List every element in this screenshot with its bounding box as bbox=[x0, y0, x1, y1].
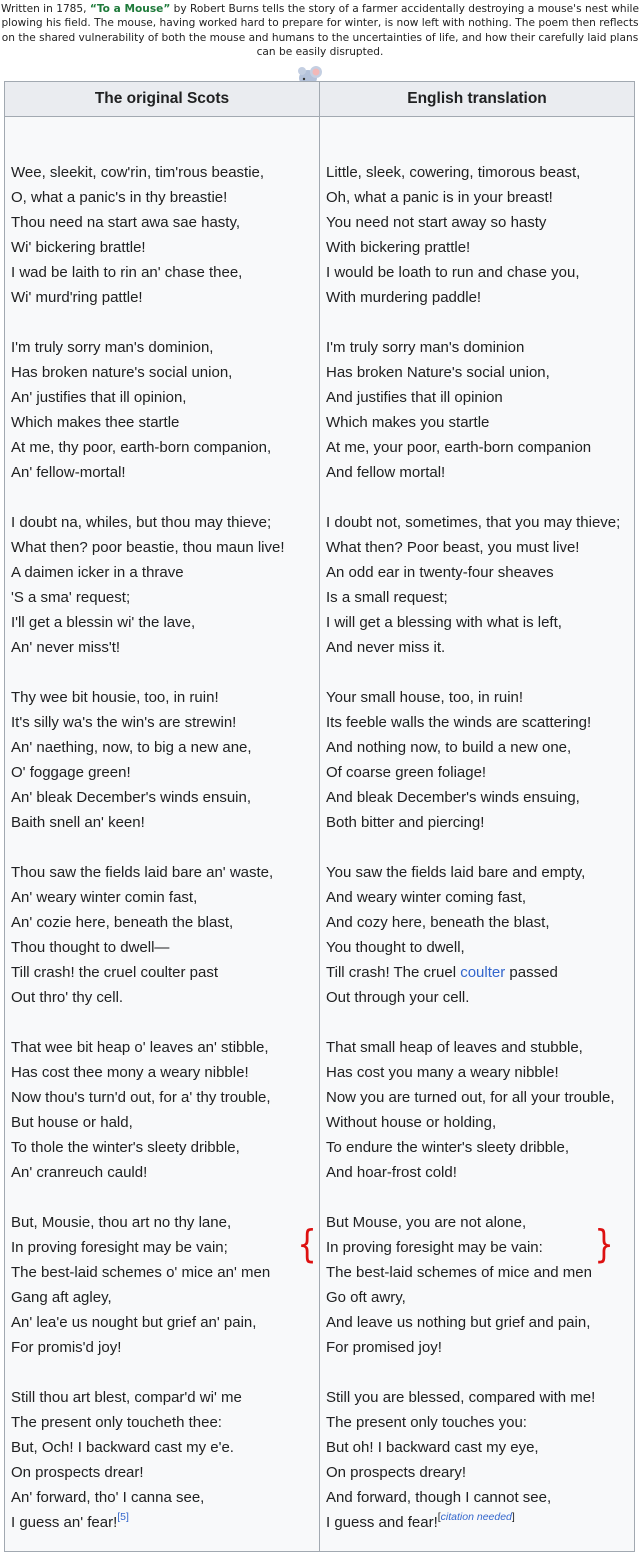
verse-text: I wad be laith to rin an' chase thee, bbox=[11, 264, 243, 281]
verse-text: The best-laid schemes o' mice an' men bbox=[11, 1264, 271, 1281]
verse-text: I will get a blessing with what is left, bbox=[326, 614, 562, 631]
verse-text: Still thou art blest, compar'd wi' me bbox=[11, 1389, 242, 1406]
verse-text: Thou saw the fields laid bare an' waste, bbox=[11, 864, 274, 881]
scots-stanza bbox=[11, 1385, 319, 1535]
verse-line bbox=[11, 385, 319, 410]
verse-text: An' cozie here, beneath the blast, bbox=[11, 914, 234, 931]
verse-line bbox=[11, 735, 319, 760]
verse-line bbox=[11, 1285, 319, 1310]
verse-line bbox=[326, 1110, 634, 1135]
verse-text: Has broken Nature's social union, bbox=[326, 364, 550, 381]
verse-text: And never miss it. bbox=[326, 639, 446, 656]
intro-post: by Robert Burns tells the story of a farmer accidentally destroying a mouse's nest while plowing his field. The mouse, having worked hard to prepare for winter, is now left with nothing. The poem then reflects on the shared vulnerability of both the mouse and humans to the uncertainties of life, and how their carefully laid plans can be easily disrupted. bbox=[1, 3, 640, 58]
verse-text: And bleak December's winds ensuing, bbox=[326, 789, 580, 806]
verse-line bbox=[326, 410, 634, 435]
verse-text: You saw the fields laid bare and empty, bbox=[326, 864, 586, 881]
verse-line bbox=[11, 785, 319, 810]
verse-text: For promised joy! bbox=[326, 1339, 442, 1356]
intro-paragraph bbox=[0, 2, 640, 59]
verse-text: At me, thy poor, earth-born companion, bbox=[11, 439, 272, 456]
verse-text: With murdering paddle! bbox=[326, 289, 482, 306]
verse-text: Which makes thee startle bbox=[11, 414, 180, 431]
poem-title: “To a Mouse” bbox=[89, 3, 171, 15]
verse-line bbox=[11, 435, 319, 460]
english-stanza bbox=[326, 685, 634, 835]
verse-line bbox=[11, 1510, 319, 1535]
verse-line bbox=[11, 1310, 319, 1335]
verse-text: I guess and fear! bbox=[326, 1514, 438, 1531]
verse-line bbox=[326, 1485, 634, 1510]
verse-line bbox=[326, 1385, 634, 1410]
coulter-link[interactable]: coulter bbox=[460, 964, 506, 981]
verse-text: Its feeble walls the winds are scattering! bbox=[326, 714, 592, 731]
verse-text: An' weary winter comin fast, bbox=[11, 889, 198, 906]
bracket-close: ] bbox=[511, 1511, 515, 1523]
verse-line bbox=[11, 1035, 319, 1060]
verse-text: At me, your poor, earth-born companion bbox=[326, 439, 592, 456]
english-stanza bbox=[326, 510, 634, 660]
english-column bbox=[320, 117, 635, 1552]
verse-text: I doubt na, whiles, but thou may thieve; bbox=[11, 514, 272, 531]
verse-text: And weary winter coming fast, bbox=[326, 889, 527, 906]
verse-line bbox=[326, 685, 634, 710]
verse-line bbox=[326, 1335, 634, 1360]
verse-text: An' never miss't! bbox=[11, 639, 121, 656]
verse-text: An' forward, tho' I canna see, bbox=[11, 1489, 205, 1506]
verse-line bbox=[11, 335, 319, 360]
verse-line bbox=[326, 385, 634, 410]
verse-line bbox=[326, 510, 634, 535]
verse-text: I would be loath to run and chase you, bbox=[326, 264, 580, 281]
verse-text: And leave us nothing but grief and pain, bbox=[326, 1314, 591, 1331]
verse-text: A daimen icker in a thrave bbox=[11, 564, 184, 581]
verse-text: Which makes you startle bbox=[326, 414, 490, 431]
verse-text: An' cranreuch cauld! bbox=[11, 1164, 148, 1181]
verse-text: Little, sleek, cowering, timorous beast, bbox=[326, 164, 581, 181]
verse-text: An' lea'e us nought but grief an' pain, bbox=[11, 1314, 257, 1331]
english-stanza bbox=[326, 160, 634, 310]
verse-text: That small heap of leaves and stubble, bbox=[326, 1039, 583, 1056]
verse-text: Of coarse green foliage! bbox=[326, 764, 487, 781]
verse-text: An' justifies that ill opinion, bbox=[11, 389, 187, 406]
verse-line bbox=[326, 535, 634, 560]
verse-line bbox=[326, 335, 634, 360]
verse-line bbox=[11, 810, 319, 835]
verse-text: And forward, though I cannot see, bbox=[326, 1489, 552, 1506]
verse-text: It's silly wa's the win's are strewin! bbox=[11, 714, 237, 731]
verse-line bbox=[11, 960, 319, 985]
verse-text: Till crash! The cruel bbox=[326, 964, 461, 981]
header-english-translation: English translation bbox=[320, 82, 635, 117]
verse-text: Has cost thee mony a weary nibble! bbox=[11, 1064, 249, 1081]
verse-line bbox=[326, 560, 634, 585]
citation-needed-link[interactable]: citation needed bbox=[440, 1511, 512, 1523]
verse-text: You thought to dwell, bbox=[326, 939, 465, 956]
verse-line bbox=[326, 735, 634, 760]
verse-line bbox=[326, 585, 634, 610]
verse-line bbox=[326, 1035, 634, 1060]
verse-text: In proving foresight may be vain: bbox=[326, 1239, 543, 1256]
verse-line bbox=[326, 710, 634, 735]
verse-line bbox=[326, 160, 634, 185]
verse-text: Has cost you many a weary nibble! bbox=[326, 1064, 559, 1081]
verse-text: Thy wee bit housie, too, in ruin! bbox=[11, 689, 219, 706]
citation-needed bbox=[438, 1511, 515, 1523]
verse-line bbox=[326, 1310, 634, 1335]
verse-text: Oh, what a panic is in your breast! bbox=[326, 189, 553, 206]
verse-line bbox=[11, 1110, 319, 1135]
verse-text: Is a small request; bbox=[326, 589, 448, 606]
verse-line bbox=[11, 635, 319, 660]
verse-text: But, Och! I backward cast my e'e. bbox=[11, 1439, 234, 1456]
verse-text: What then? poor beastie, thou maun live! bbox=[11, 539, 285, 556]
verse-line bbox=[11, 1460, 319, 1485]
verse-text: Gang aft agley, bbox=[11, 1289, 112, 1306]
verse-text: But, Mousie, thou art no thy lane, bbox=[11, 1214, 232, 1231]
verse-text: What then? Poor beast, you must live! bbox=[326, 539, 580, 556]
verse-line bbox=[326, 810, 634, 835]
verse-text: To endure the winter's sleety dribble, bbox=[326, 1139, 569, 1156]
verse-text: I guess an' fear! bbox=[11, 1514, 118, 1531]
verse-line bbox=[11, 1085, 319, 1110]
verse-text: And hoar-frost cold! bbox=[326, 1164, 457, 1181]
verse-line bbox=[11, 460, 319, 485]
verse-text: To thole the winter's sleety dribble, bbox=[11, 1139, 240, 1156]
verse-line bbox=[326, 360, 634, 385]
english-stanza bbox=[326, 1035, 634, 1185]
verse-line bbox=[326, 985, 634, 1010]
verse-text: I doubt not, sometimes, that you may thieve; bbox=[326, 514, 621, 531]
verse-text: That wee bit heap o' leaves an' stibble, bbox=[11, 1039, 269, 1056]
verse-line bbox=[326, 1060, 634, 1085]
verse-line bbox=[326, 1410, 634, 1435]
verse-text: I'm truly sorry man's dominion, bbox=[11, 339, 214, 356]
right-brace-highlight: } bbox=[594, 1222, 614, 1266]
verse-line bbox=[326, 285, 634, 310]
verse-text: Out thro' thy cell. bbox=[11, 989, 124, 1006]
verse-line bbox=[11, 1210, 319, 1235]
verse-text: Wi' murd'ring pattle! bbox=[11, 289, 143, 306]
verse-line bbox=[11, 910, 319, 935]
scots-column bbox=[5, 117, 320, 1552]
verse-line bbox=[326, 635, 634, 660]
verse-line bbox=[326, 910, 634, 935]
verse-text: On prospects dreary! bbox=[326, 1464, 467, 1481]
verse-text: You need not start away so hasty bbox=[326, 214, 547, 231]
verse-text: The present only toucheth thee: bbox=[11, 1414, 222, 1431]
verse-line bbox=[326, 935, 634, 960]
verse-line bbox=[11, 1260, 319, 1285]
left-brace-highlight: { bbox=[297, 1222, 317, 1266]
verse-line bbox=[326, 1135, 634, 1160]
intro-pre: Written in 1785, bbox=[0, 3, 90, 15]
verse-text: But Mouse, you are not alone, bbox=[326, 1214, 527, 1231]
verse-line bbox=[326, 785, 634, 810]
verse-line bbox=[11, 985, 319, 1010]
scots-stanza bbox=[11, 1035, 319, 1185]
verse-line bbox=[11, 610, 319, 635]
verse-text: Go oft awry, bbox=[326, 1289, 406, 1306]
verse-line bbox=[326, 210, 634, 235]
verse-line bbox=[11, 560, 319, 585]
footnote-reference bbox=[117, 1511, 129, 1523]
header-original-scots: The original Scots bbox=[5, 82, 320, 117]
verse-text: Without house or holding, bbox=[326, 1114, 497, 1131]
verse-line bbox=[11, 1160, 319, 1185]
verse-line bbox=[11, 410, 319, 435]
verse-line bbox=[326, 610, 634, 635]
verse-line bbox=[11, 1410, 319, 1435]
verse-line bbox=[326, 235, 634, 260]
verse-text: In proving foresight may be vain; bbox=[11, 1239, 228, 1256]
verse-line bbox=[326, 960, 634, 985]
verse-text: And fellow mortal! bbox=[326, 464, 446, 481]
verse-line bbox=[326, 1260, 634, 1285]
verse-line bbox=[11, 210, 319, 235]
verse-text: And cozy here, beneath the blast, bbox=[326, 914, 550, 931]
scots-stanza bbox=[11, 160, 319, 310]
verse-line bbox=[11, 1335, 319, 1360]
scots-stanza bbox=[11, 1210, 319, 1360]
verse-line bbox=[11, 360, 319, 385]
verse-line bbox=[11, 585, 319, 610]
scots-stanza bbox=[11, 685, 319, 835]
verse-text: And nothing now, to build a new one, bbox=[326, 739, 572, 756]
verse-text: Now you are turned out, for all your trouble, bbox=[326, 1089, 615, 1106]
verse-line bbox=[11, 260, 319, 285]
verse-text: An' bleak December's winds ensuin, bbox=[11, 789, 252, 806]
verse-text: But house or hald, bbox=[11, 1114, 133, 1131]
verse-text: 'S a sma' request; bbox=[11, 589, 131, 606]
verse-text: Wee, sleekit, cow'rin, tim'rous beastie, bbox=[11, 164, 265, 181]
verse-line bbox=[11, 1135, 319, 1160]
poem-table bbox=[4, 81, 635, 1552]
scots-stanza bbox=[11, 510, 319, 660]
verse-text: Thou need na start awa sae hasty, bbox=[11, 214, 241, 231]
verse-line bbox=[326, 1235, 634, 1260]
verse-line bbox=[11, 510, 319, 535]
verse-text: I'll get a blessin wi' the lave, bbox=[11, 614, 196, 631]
verse-text: Till crash! the cruel coulter past bbox=[11, 964, 219, 981]
footnote-5-link[interactable]: [5] bbox=[117, 1511, 129, 1523]
english-stanza bbox=[326, 1210, 634, 1360]
verse-text: Now thou's turn'd out, for a' thy trouble, bbox=[11, 1089, 271, 1106]
verse-text: For promis'd joy! bbox=[11, 1339, 122, 1356]
verse-line bbox=[326, 1435, 634, 1460]
verse-line bbox=[11, 1385, 319, 1410]
verse-line bbox=[11, 185, 319, 210]
verse-line bbox=[326, 1460, 634, 1485]
verse-line bbox=[11, 1435, 319, 1460]
verse-text: And justifies that ill opinion bbox=[326, 389, 503, 406]
verse-line bbox=[326, 1160, 634, 1185]
verse-line bbox=[326, 435, 634, 460]
verse-line bbox=[11, 760, 319, 785]
verse-line bbox=[326, 185, 634, 210]
verse-line bbox=[11, 1060, 319, 1085]
verse-line bbox=[11, 535, 319, 560]
english-stanza bbox=[326, 1385, 634, 1535]
verse-text: The present only touches you: bbox=[326, 1414, 527, 1431]
verse-line bbox=[11, 935, 319, 960]
verse-line bbox=[326, 1510, 634, 1535]
verse-line bbox=[11, 1235, 319, 1260]
verse-line bbox=[326, 460, 634, 485]
verse-line bbox=[11, 160, 319, 185]
verse-line bbox=[11, 235, 319, 260]
scots-stanza bbox=[11, 335, 319, 485]
verse-line bbox=[11, 1485, 319, 1510]
verse-line bbox=[11, 860, 319, 885]
verse-text: passed bbox=[505, 964, 558, 981]
verse-text: Baith snell an' keen! bbox=[11, 814, 145, 831]
verse-text: Out through your cell. bbox=[326, 989, 470, 1006]
verse-text: An odd ear in twenty-four sheaves bbox=[326, 564, 554, 581]
verse-line bbox=[326, 1085, 634, 1110]
verse-line bbox=[326, 260, 634, 285]
verse-line bbox=[326, 885, 634, 910]
verse-line bbox=[326, 1210, 634, 1235]
verse-text: O' foggage green! bbox=[11, 764, 131, 781]
verse-line bbox=[326, 1285, 634, 1310]
verse-text: With bickering prattle! bbox=[326, 239, 471, 256]
verse-text: Your small house, too, in ruin! bbox=[326, 689, 524, 706]
verse-text: On prospects drear! bbox=[11, 1464, 144, 1481]
verse-text: Still you are blessed, compared with me! bbox=[326, 1389, 596, 1406]
verse-text: O, what a panic's in thy breastie! bbox=[11, 189, 228, 206]
verse-text: I'm truly sorry man's dominion bbox=[326, 339, 525, 356]
verse-text: Has broken nature's social union, bbox=[11, 364, 233, 381]
verse-line bbox=[11, 885, 319, 910]
verse-line bbox=[11, 710, 319, 735]
english-stanza bbox=[326, 860, 634, 1010]
verse-text: An' naething, now, to big a new ane, bbox=[11, 739, 252, 756]
verse-text: Thou thought to dwell— bbox=[11, 939, 170, 956]
verse-line bbox=[11, 685, 319, 710]
verse-text: An' fellow-mortal! bbox=[11, 464, 126, 481]
verse-text: Wi' bickering brattle! bbox=[11, 239, 146, 256]
english-stanza bbox=[326, 335, 634, 485]
verse-line bbox=[326, 760, 634, 785]
scots-stanza bbox=[11, 860, 319, 1010]
verse-text: Both bitter and piercing! bbox=[326, 814, 485, 831]
verse-line bbox=[326, 860, 634, 885]
verse-line bbox=[11, 285, 319, 310]
bracket-open: [ bbox=[437, 1511, 441, 1523]
verse-text: The best-laid schemes of mice and men bbox=[326, 1264, 592, 1281]
verse-text: But oh! I backward cast my eye, bbox=[326, 1439, 539, 1456]
